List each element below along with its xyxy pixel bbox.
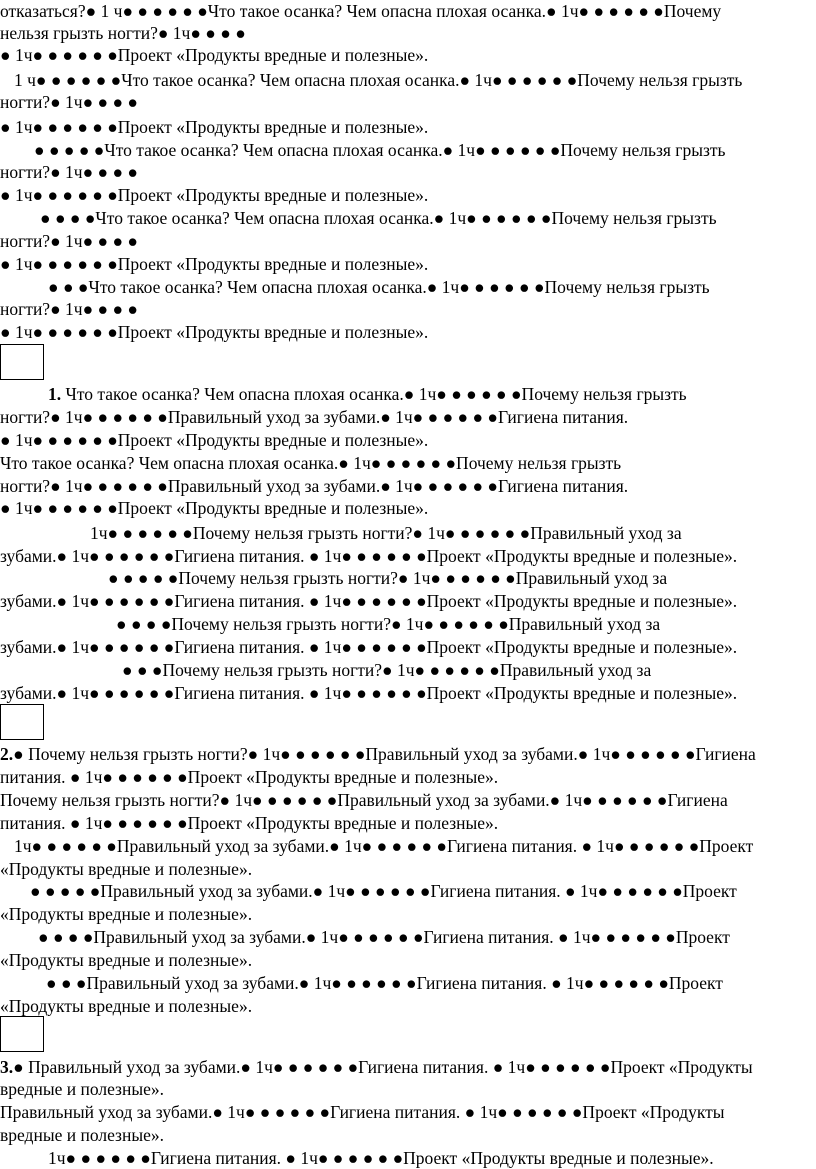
checkbox-square <box>0 1016 44 1052</box>
text-line: Правильный уход за зубами.● 1ч● ● ● ● ● ●Гигиена питания. ● 1ч● ● ● ● ● ●Проект «Продукты <box>0 1102 725 1122</box>
text-line: ● ● ● ●Правильный уход за зубами.● 1ч● ● ● ● ● ●Гигиена питания. ● 1ч● ● ● ● ● ●Проект <box>38 927 730 947</box>
checkbox-square <box>0 344 44 380</box>
text-line: ногти?● 1ч● ● ● ● ● ●Правильный уход за зубами.● 1ч● ● ● ● ● ●Гигиена питания. <box>0 407 629 427</box>
text-line: ● 1ч● ● ● ● ● ●Проект «Продукты вредные и полезные». <box>0 117 429 137</box>
section-number: 1. <box>48 384 62 404</box>
section-number: 2. <box>0 744 14 764</box>
text-line: 1 ч● ● ● ● ● ●Что такое осанка? Чем опасна плохая осанка.● 1ч● ● ● ● ● ●Почему нельзя грызть <box>14 70 743 90</box>
text-line: 1ч● ● ● ● ● ●Правильный уход за зубами.● 1ч● ● ● ● ● ●Гигиена питания. ● 1ч● ● ● ● ● ●Проект <box>14 836 754 856</box>
text-line: ● ● ●Правильный уход за зубами.● 1ч● ● ● ● ● ●Гигиена питания. ● 1ч● ● ● ● ● ●Проект <box>46 973 723 993</box>
text-line <box>48 383 687 405</box>
text-line: ногти?● 1ч● ● ● ● <box>0 231 138 251</box>
text-line: ● 1ч● ● ● ● ● ●Проект «Продукты вредные и полезные». <box>0 322 429 342</box>
text-line: Почему нельзя грызть ногти?● 1ч● ● ● ● ● ●Правильный уход за зубами.● 1ч● ● ● ● ● ●Гигиена <box>0 790 728 810</box>
text-line-content: ● Почему нельзя грызть ногти?● 1ч● ● ● ● ● ●Правильный уход за зубами.● 1ч● ● ● ● ● ●Гигиена <box>13 744 756 764</box>
text-line: ● ● ● ● ●Что такое осанка? Чем опасна плохая осанка.● 1ч● ● ● ● ● ●Почему нельзя грызть <box>34 140 726 160</box>
text-line: ногти?● 1ч● ● ● ● <box>0 162 138 182</box>
checkbox-square <box>0 704 44 740</box>
text-line <box>0 743 756 765</box>
text-line: зубами.● 1ч● ● ● ● ● ●Гигиена питания. ● 1ч● ● ● ● ● ●Проект «Продукты вредные и полезные». <box>0 546 738 566</box>
text-line: ● ● ● ● ●Почему нельзя грызть ногти?● 1ч● ● ● ● ● ●Правильный уход за <box>108 568 668 588</box>
text-line: ● 1ч● ● ● ● ● ●Проект «Продукты вредные и полезные». <box>0 45 429 65</box>
text-line: ногти?● 1ч● ● ● ● ● ●Правильный уход за зубами.● 1ч● ● ● ● ● ●Гигиена питания. <box>0 476 629 496</box>
text-line: ногти?● 1ч● ● ● ● <box>0 92 138 112</box>
text-line: ● 1ч● ● ● ● ● ●Проект «Продукты вредные и полезные». <box>0 254 429 274</box>
text-line: ● ● ●Почему нельзя грызть ногти?● 1ч● ● ● ● ● ●Правильный уход за <box>122 660 652 680</box>
text-line: зубами.● 1ч● ● ● ● ● ●Гигиена питания. ● 1ч● ● ● ● ● ●Проект «Продукты вредные и полезные». <box>0 591 738 611</box>
text-line-content: ● Правильный уход за зубами.● 1ч● ● ● ● ● ●Гигиена питания. ● 1ч● ● ● ● ● ●Проект «Продукты <box>13 1057 753 1077</box>
text-line: ● ● ● ● ●Правильный уход за зубами.● 1ч● ● ● ● ● ●Гигиена питания. ● 1ч● ● ● ● ● ●Проект <box>30 881 737 901</box>
text-line-content: Что такое осанка? Чем опасна плохая осанка.● 1ч● ● ● ● ● ●Почему нельзя грызть <box>65 384 687 404</box>
text-line: 1ч● ● ● ● ● ●Гигиена питания. ● 1ч● ● ● ● ● ●Проект «Продукты вредные и полезные». <box>48 1148 714 1168</box>
text-line: зубами.● 1ч● ● ● ● ● ●Гигиена питания. ● 1ч● ● ● ● ● ●Проект «Продукты вредные и полезные». <box>0 637 738 657</box>
text-line: вредные и полезные». <box>0 1125 164 1145</box>
text-line: 1ч● ● ● ● ● ●Почему нельзя грызть ногти?● 1ч● ● ● ● ● ●Правильный уход за <box>90 523 682 543</box>
text-line: ногти?● 1ч● ● ● ● <box>0 299 138 319</box>
text-line: питания. ● 1ч● ● ● ● ● ●Проект «Продукты вредные и полезные». <box>0 813 499 833</box>
text-line: ● ● ●Что такое осанка? Чем опасна плохая осанка.● 1ч● ● ● ● ● ●Почему нельзя грызть <box>48 277 710 297</box>
text-line: «Продукты вредные и полезные». <box>0 950 253 970</box>
text-line: ● 1ч● ● ● ● ● ●Проект «Продукты вредные и полезные». <box>0 430 429 450</box>
text-line: ● ● ● ●Что такое осанка? Чем опасна плохая осанка.● 1ч● ● ● ● ● ●Почему нельзя грызть <box>40 208 717 228</box>
text-line: «Продукты вредные и полезные». <box>0 859 253 879</box>
text-line: ● 1ч● ● ● ● ● ●Проект «Продукты вредные и полезные». <box>0 185 429 205</box>
text-line: зубами.● 1ч● ● ● ● ● ●Гигиена питания. ● 1ч● ● ● ● ● ●Проект «Продукты вредные и полезные». <box>0 683 738 703</box>
text-line <box>0 1056 753 1078</box>
text-line: ● ● ● ●Почему нельзя грызть ногти?● 1ч● ● ● ● ● ●Правильный уход за <box>116 614 661 634</box>
section-number: 3. <box>0 1057 14 1077</box>
text-line: нельзя грызть ногти?● 1ч● ● ● ● <box>0 23 246 43</box>
text-line: Что такое осанка? Чем опасна плохая осанка.● 1ч● ● ● ● ● ●Почему нельзя грызть <box>0 453 622 473</box>
text-line: ● 1ч● ● ● ● ● ●Проект «Продукты вредные и полезные». <box>0 498 429 518</box>
text-line: «Продукты вредные и полезные». <box>0 904 253 924</box>
text-line: «Продукты вредные и полезные». <box>0 996 253 1016</box>
text-line: питания. ● 1ч● ● ● ● ● ●Проект «Продукты вредные и полезные». <box>0 767 499 787</box>
text-line: отказаться?● 1 ч● ● ● ● ● ●Что такое осанка? Чем опасна плохая осанка.● 1ч● ● ● ● ● ●Почему <box>0 1 722 21</box>
text-line: вредные и полезные». <box>0 1079 164 1099</box>
